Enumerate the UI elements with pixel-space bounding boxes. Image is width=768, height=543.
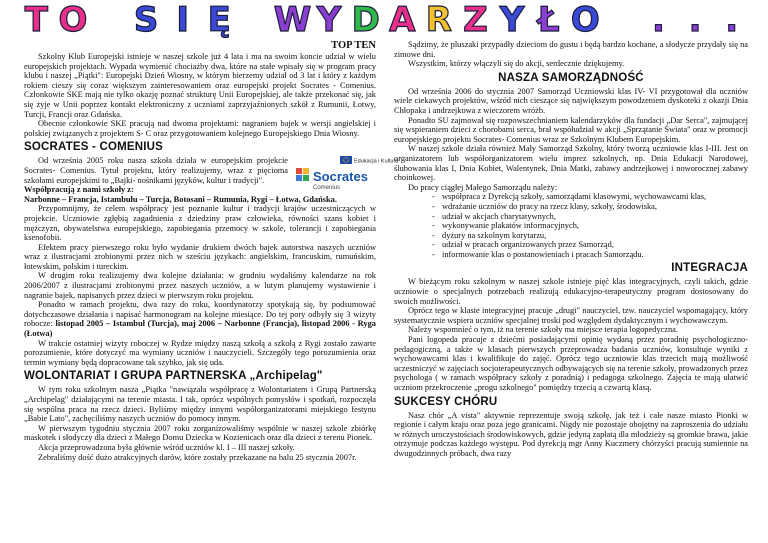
samorzad-duties-intro: Do pracy ciągłej Małego Samorządu należy: [408,182,558,192]
chor-paragraph-1: Nasz chór „A vista" aktywnie reprezentuje swoją szkołę, jak też i całe nasze miasto Pionki w regionie i całym kraju oraz poza jego granicami. Nigdy nie pozostaje obojętny na zaproszenia do udziału w różnych uroczystościach środowiskowych, gdzie jedyną zapłatą dla młodzieży są gromkie brawa, jakie otrzymuje podczas każdego występu. Pod dyrekcją mgr Anny Kuczmery chórzyści pracują sumiennie na dwugodzinnych próbach, dwa razy [394,410,748,458]
masthead-title [0,0,768,42]
masthead-letter: . [652,0,665,40]
masthead-letter: O [570,0,600,40]
masthead-letter: Ł [537,0,560,40]
wolontariat-heading: WOLONTARIAT I GRUPA PARTNERSKA „Archipelag" [24,370,323,383]
socrates-paragraph-4: W drugim roku realizujemy dwa kolejne działania: w grudniu wydaliśmy kalendarze na rok 2006/2007 z ilustracjami zrobionymi przez naszych uczniów, a w lutym planujemy wystawienie i nagranie bajek, napisanych przez dzieci w pierwszym roku projektu. [24,271,376,300]
masthead-letter: Ę [207,0,231,40]
wolontariat-paragraph-3: Akcja przeprowadzona była głównie wśród uczniów kl. I – III naszej szkoły. [38,442,295,452]
masthead-letter: Y [316,0,342,40]
socrates-heading: SOCRATES - COMENIUS [24,141,164,154]
masthead-letter: T [24,0,48,40]
socrates-partners-label: Współpracują z nami szkoły z: [24,185,134,195]
topten-heading: TOP TEN [331,40,376,51]
integracja-paragraph-4: Pani logopeda pracuje z dziećmi posiadającymi opinię wydaną przez poradnię psychologiczno- pedagogiczną, a także w klasach pierwszych przeprowadza badania uczniów, konsultuje wyniki z wychowawcami klas i kwalifikuje do zajęć. Oprócz tego uczniowie klas trzecich mają możliwość uczestniczyć w zajęciach socjoterapeutycznych odbywających się na terenie szkoły, prowadzonych przez psychologa ( w ramach współpracy szkoły z poradnią) i pedagoga szkolnego. Zajęcia te mają ułatwić uczniom przekroczenie „progu szkolnego" pomiędzy trzecią a czwartą klasą. [394,335,748,392]
logo-sub: Comenius [313,185,341,192]
masthead-letter: Z [463,0,488,40]
socrates-visits: listopad 2005 – Istambuł (Turcja), maj 2006 – Narbonne (Francja), listopad 2006 - Ryga (Łotwa) [24,319,376,339]
list-item: - wykonywanie plakatów informacyjnych, [442,221,748,231]
list-item: - udział w pracach organizowanych przez Samorząd, [442,240,748,250]
integracja-paragraph-3: Należy wspomnieć o tym, iż na terenie szkoły ma miejsce terapia logopedyczna. [408,325,678,335]
socrates-paragraph-5-text: Ponadto w ramach projektu, dwa razy do roku, koordynatorzy spotykają się, by podsumować dotychczasowe działania i napisać harmonogram na kolejne miesiące. Do tej pory odbyły się 3 wizyty robocze: [24,300,376,329]
integracja-heading: INTEGRACJA [671,262,748,275]
list-item: - wdrażanie uczniów do pracy na rzecz klasy, szkoły, środowiska, [442,202,748,212]
masthead-letter: I [176,0,190,40]
masthead-letter: D [351,0,380,40]
socrates-paragraph-6: W trakcie ostatniej wizyty roboczej w Rydze między naszą szkołą a szkołą z Rygi zostało zawarte porozumienie, które dotyczyć ma wymiany uczniów i nauczycieli. Szczegóły tego porozumienia oraz termin wymiany będą dopracowane tak szybko, jak się uda. [24,338,376,367]
list-item: - współpraca z Dyrekcją szkoły, samorządami klasowymi, wychowawcami klas, [442,192,748,202]
topten-paragraph: Szkolny Klub Europejski istnieje w naszej szkole już 4 lata i ma na swoim koncie udział w wielu europejskich projektach. Wypada wymienić chociażby dwa, które na stałe wpisały się w program pracy klubu i naszej „Piątki": Europejski Dzień Wiosny, w którym bierzemy udział od 3 lat i który z każdym rokiem cieszy się coraz większym zainteresowaniem oraz europejski projekt Socrates - Comenius. Członkowie SKE mają nie tylko okazję poznać strukturę Unii Europejskiej, ale także przekonać się, jak się żyje w Unii poprzez kontakt elektroniczny z uczniami zaprzyjaźnionych szkół z Rumunii, Łotwy, Turcji, Francji oraz Gdańska. [24,52,376,119]
topten-paragraph-2: Obecnie członkowie SKE pracują nad dwoma projektami: nagraniem bajek w wersji angielskiej i polskiej związanych z projektem S- C oraz przygotowaniem kolejnego Europejskiego Dnia Wiosny. [24,119,376,138]
socrates-mark-icon [296,168,309,181]
masthead-letter: A [389,0,416,40]
list-item: - informowanie klas o postanowieniach i pracach Samorządu. [442,250,748,260]
masthead-letter: O [58,0,88,40]
integracja-paragraph-2: Oprócz tego w klasie integracyjnej pracuje „drugi" nauczyciel, tzw. nauczyciel wspomagający, który systematycznie wspiera uczniów specjalnej troski pod względem dydaktycznym i wychowawczym. [394,306,748,325]
samorzad-paragraph-2: Ponadto SU zajmował się rozpowszechnianiem kalendarzyków dla fundacji „Dar Serca", zajmującej się wspieraniem dzieci z chorobami serca, brał współudział w akcji „Sprzątanie Świata" oraz w promocji europejskiego projektu Socrates- Comenius wraz ze Szkolnym Klubem Europejskim. [394,115,748,144]
samorzad-paragraph-1: Od września 2006 do stycznia 2007 Samorząd Uczniowski klas IV- VI przygotował dla uczniów wiele ciekawych projektów, wśród nich cieszące się największym powodzeniem dyskoteki z okazji Dnia Chłopaka i andrzejkowa z wieczorem wróżb. [394,86,748,115]
masthead-letter: W [273,0,312,40]
intro-paragraph-2: Wszystkim, którzy włączyli się do akcji, serdecznie dziękujemy. [408,59,625,69]
masthead-letter: Y [499,0,525,40]
socrates-intro [24,156,399,195]
socrates-partners: Narbonne – Francja, Istambułu – Turcja, Botosani – Rumunia, Rygi – Łotwa, Gdańska. [24,194,337,204]
samorzad-paragraph-3: W naszej szkole działa również Mały Samorząd Szkolny, który tworzą uczniowie klas I-III. Jest on organizatorem lub współorganizatorem wielu imprez szkolnych, np. Dnia Edukacji Narodowej, ślubowania klas I, Dnia Kobiet, Walentynek, Dnia Matki, zabawy andrzejkowej i noworocznej zabawy choinkowej. [394,144,748,183]
list-item: - udział w akcjach charytatywnych, [442,212,748,222]
integracja-paragraph-1: W bieżącym roku szkolnym w naszej szkole istnieje pięć klas integracyjnych, czyli takich, gdzie uczniowie o specjalnych potrzebach realizują edukacyjno-terapeutyczny program dostosowany do swoich możliwości. [394,277,748,306]
logo-top-text: Edukacja i Kultura [354,158,399,165]
socrates-paragraph-3: Efektem pracy pierwszego roku było wydanie drukiem dwóch bajek autorstwa naszych uczniów wraz z ilustracjami zrobionymi przez nich w sześciu językach: angielskim, francuskim, rumuńskim, łotewskim, polskim i tureckim. [24,242,376,271]
socrates-paragraph-2: Przypomnijmy, że celem współpracy jest poznanie kultur i tradycji krajów uczestniczących w projekcie. Uczniowie zgłębią zagadnienia z dziedziny praw człowieka, równości szans kobiet i mężczyzn, obywatelstwa europejskiego, zapobiegania przemocy w szkole, tolerancji i zapobiegania ksenofobii. [24,204,376,243]
socrates-paragraph-1: Od września 2005 roku nasza szkoła działa w europejskim projekcie Socrates- Comenius. Tytuł projektu, który realizujemy, wraz z pięcioma szkołami europejskimi to „Bajki- nośnikami języków, kultur i tradycji". [24,156,288,185]
eu-stars-icon [340,156,352,164]
masthead-letter: . [725,0,739,40]
wolontariat-paragraph-1: W tym roku szkolnym nasza „Piątka "nawiązała współpracę z Wolontariatem i Grupą Partnerską „Archipelag" działającymi na terenie miasta. I tak, oprócz wspólnych pomysłów i spotkań, rozpoczęła się wspólna praca na rzecz dzieci. Byliśmy między innymi współorganizatorami miejskiego festynu „Babie Lato", zachęciliśmy naszych uczniów do pomocy innym. [24,385,376,424]
logo-name: Socrates [313,169,368,185]
samorzad-heading: NASZA SAMORZĄDNOŚĆ [498,71,644,84]
wolontariat-paragraph-4: Zebraliśmy dość dużo atrakcyjnych darów, które zostały przekazane na balu 25 stycznia 2007r. [38,452,357,462]
intro-paragraph-1: Sądzimy, że pluszaki przypadły dzieciom do gustu i będą bardzo kochane, a słodycze przydały się na zimowe dni. [394,40,748,59]
wolontariat-paragraph-2: W pierwszym tygodniu stycznia 2007 roku zorganizowaliśmy wspólnie w naszej szkole zbiórkę maskotek i słodyczy dla dzieci z Małego Domu Dziecka w Kozienicach oraz dla dzieci z terenu Pionek. [24,423,376,443]
samorzad-duties-list [394,192,748,259]
right-column [394,40,748,459]
socrates-paragraph-5 [24,300,376,338]
masthead-letter: S [133,0,159,40]
chor-heading: SUKCESY CHÓRU [394,395,498,408]
left-column [24,40,399,462]
list-item: - dyżury na szkolnym korytarzu, [442,231,748,241]
socrates-logo [294,156,399,198]
masthead-letter: . [688,0,702,40]
masthead-letter: R [425,0,452,40]
